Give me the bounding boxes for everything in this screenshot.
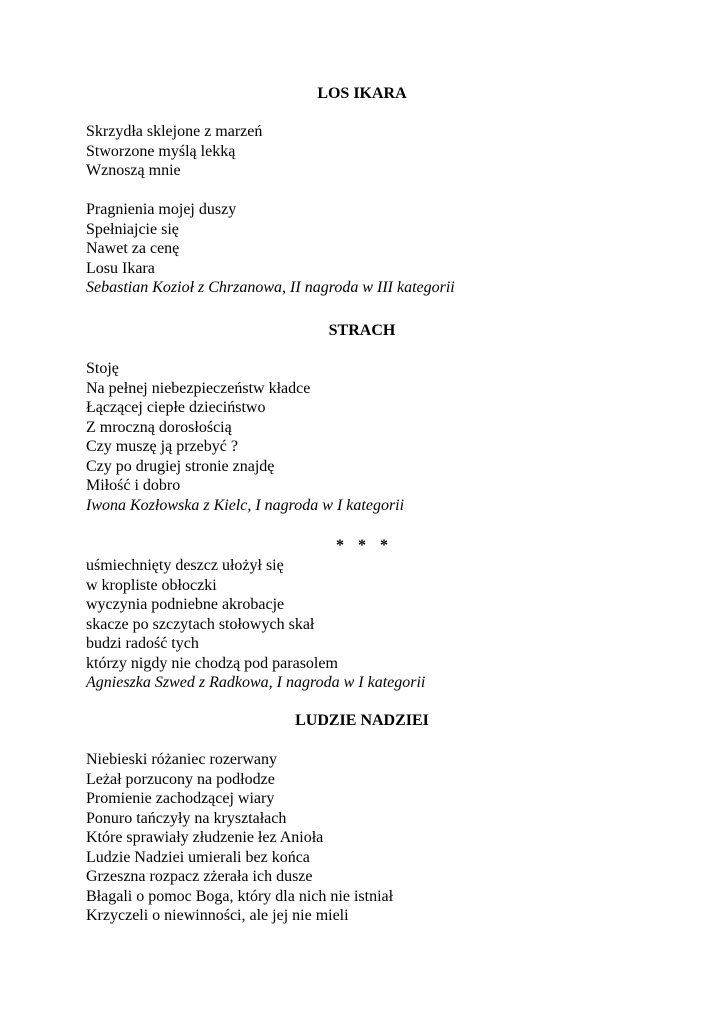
poem-untitled	[86, 556, 686, 693]
poem-strach	[86, 359, 686, 515]
poem-line: Łączącej ciepłe dzieciństwo	[86, 399, 266, 416]
poem-ludzie-nadziei	[86, 750, 686, 926]
poem-title-ludzie-nadziei: LUDZIE NADZIEI	[295, 712, 429, 729]
poem-line: Krzyczeli o niewinności, ale jej nie mieli	[86, 907, 349, 924]
poem-line: Na pełnej niebezpieczeństw kładce	[86, 379, 311, 397]
poem-line: uśmiechnięty deszcz ułożył się	[86, 557, 284, 574]
poem-line: Nawet za cenę	[86, 240, 180, 257]
poem-line: Czy po drugiej stronie znajdę	[86, 457, 275, 475]
poem-line: w kropliste obłoczki	[86, 576, 217, 594]
poem-los-ikara	[86, 122, 686, 298]
poem-author: Iwona Kozłowska z Kielc, I nagroda w I kategorii	[86, 496, 405, 514]
poem-line: Stoję	[86, 360, 119, 377]
poem-line: Ludzie Nadziei umierali bez końca	[86, 848, 310, 866]
poem-line: Ponuro tańczyły na kryształach	[86, 809, 287, 827]
poem-line: Błagali o pomoc Boga, który dla nich nie istniał	[86, 887, 394, 905]
poem-line: Z mroczną dorosłością	[86, 418, 232, 436]
poem-line: którzy nigdy nie chodzą pod parasolem	[86, 654, 338, 672]
poem-line: Stworzone myślą lekką	[86, 142, 236, 160]
poem-title-asterisks: * * *	[336, 537, 388, 554]
poem-line: Które sprawiały złudzenie łez Anioła	[86, 829, 324, 846]
poem-line: skacze po szczytach stołowych skał	[86, 615, 315, 633]
poem-line: Leżał porzucony na podłodze	[86, 770, 275, 788]
poem-line: Grzeszna rozpacz zżerała ich dusze	[86, 868, 313, 885]
poem-title-los-ikara: LOS IKARA	[317, 85, 407, 102]
poem-line: Czy muszę ją przebyć ?	[86, 438, 238, 455]
poem-line: budzi radość tych	[86, 635, 199, 652]
poem-line: Promienie zachodzącej wiary	[86, 790, 275, 807]
poem-line: Pragnienia mojej duszy	[86, 201, 237, 218]
poem-line: Spełniajcie się	[86, 220, 179, 238]
poem-line: Wznoszą mnie	[86, 162, 181, 179]
poem-line: Losu Ikara	[86, 259, 155, 277]
poem-line: Miłość i dobro	[86, 477, 181, 494]
poem-author: Sebastian Kozioł z Chrzanowa, II nagroda w III kategorii	[86, 279, 455, 296]
poem-author: Agnieszka Szwed z Radkowa, I nagroda w I kategorii	[86, 674, 426, 691]
poem-line: Skrzydła sklejone z marzeń	[86, 123, 263, 140]
poem-line: Niebieski różaniec rozerwany	[86, 751, 278, 768]
poem-title-strach: STRACH	[328, 322, 396, 339]
poem-line: wyczynia podniebne akrobacje	[86, 596, 285, 613]
